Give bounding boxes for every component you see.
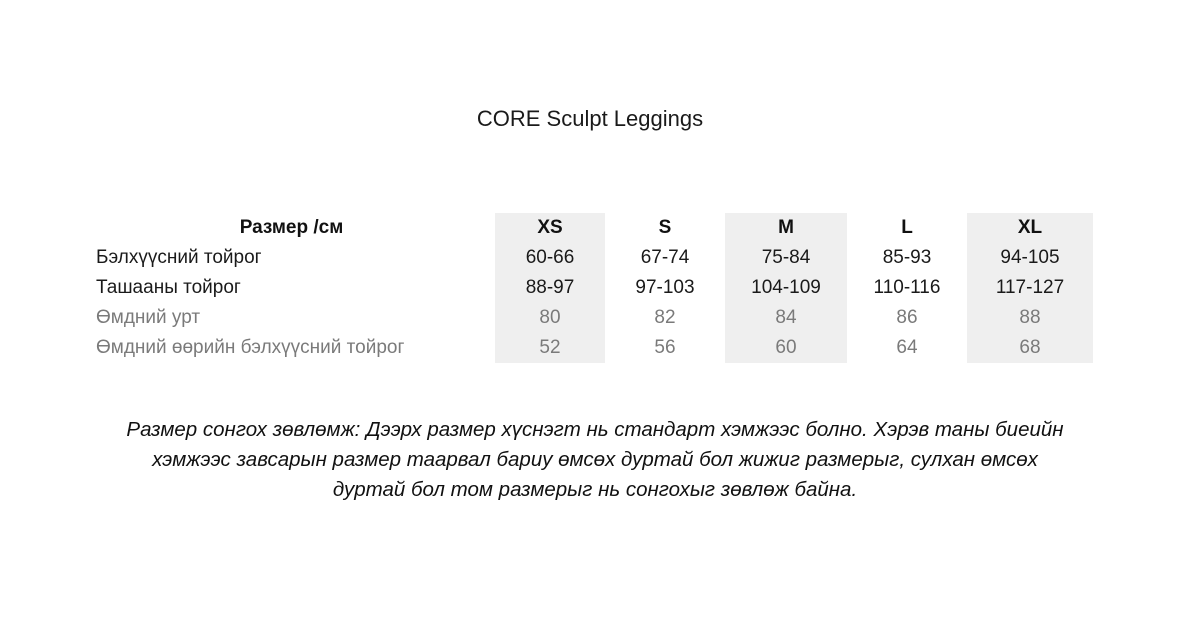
size-header-l: L: [901, 217, 913, 238]
size-header-m: M: [725, 213, 847, 243]
note-line: хэмжээс завсарын размер таарвал бариу өмсөх дуртай бол жижиг размерыг, сулхан өмсөх: [152, 448, 1038, 471]
table-cell: 88: [967, 303, 1093, 333]
table-cell: 68: [967, 333, 1093, 363]
table-cell: 60: [725, 333, 847, 363]
size-header-xs: XS: [495, 213, 605, 243]
table-cell: 86: [896, 307, 918, 328]
table-cell: 110-116: [873, 277, 941, 298]
table-cell: 117-127: [967, 273, 1093, 303]
size-header-s: S: [658, 217, 672, 238]
table-cell: 75-84: [725, 243, 847, 273]
table-row-waist: [88, 243, 1093, 273]
table-row-garment-waist: [88, 333, 1093, 363]
header-label: Размер /см: [239, 217, 344, 238]
table-cell: 85-93: [882, 247, 932, 268]
table-cell: 88-97: [495, 273, 605, 303]
note-line: Размер сонгох зөвлөмж: Дээрх размер хүснэгт нь стандарт хэмжээс болно. Хэрэв таны биеийн: [126, 418, 1064, 441]
table-cell: 94-105: [967, 243, 1093, 273]
table-header-row: [88, 213, 1093, 243]
table-cell: 56: [654, 337, 676, 358]
table-row-length: [88, 303, 1093, 333]
table-cell: 84: [725, 303, 847, 333]
table-cell: 60-66: [495, 243, 605, 273]
size-chart-table: [88, 213, 1093, 363]
table-cell: 67-74: [640, 247, 690, 268]
sizing-advice-note: [95, 415, 1095, 505]
table-row-hip: [88, 273, 1093, 303]
table-cell: 97-103: [635, 277, 695, 298]
row-label: Өмдний өөрийн бэлхүүсний тойрог: [96, 337, 405, 358]
size-header-xl: XL: [967, 213, 1093, 243]
row-label: Ташааны тойрог: [96, 277, 241, 298]
table-cell: 82: [654, 307, 676, 328]
table-cell: 52: [495, 333, 605, 363]
note-line: дуртай бол том размерыг нь сонгохыг зөвлөж байна.: [332, 478, 858, 501]
row-label: Өмдний урт: [96, 307, 201, 328]
table-cell: 80: [495, 303, 605, 333]
table-cell: 104-109: [725, 273, 847, 303]
row-label: Бэлхүүсний тойрог: [96, 247, 262, 268]
table-cell: 64: [896, 337, 918, 358]
page-title: CORE Sculpt Leggings: [476, 106, 704, 131]
